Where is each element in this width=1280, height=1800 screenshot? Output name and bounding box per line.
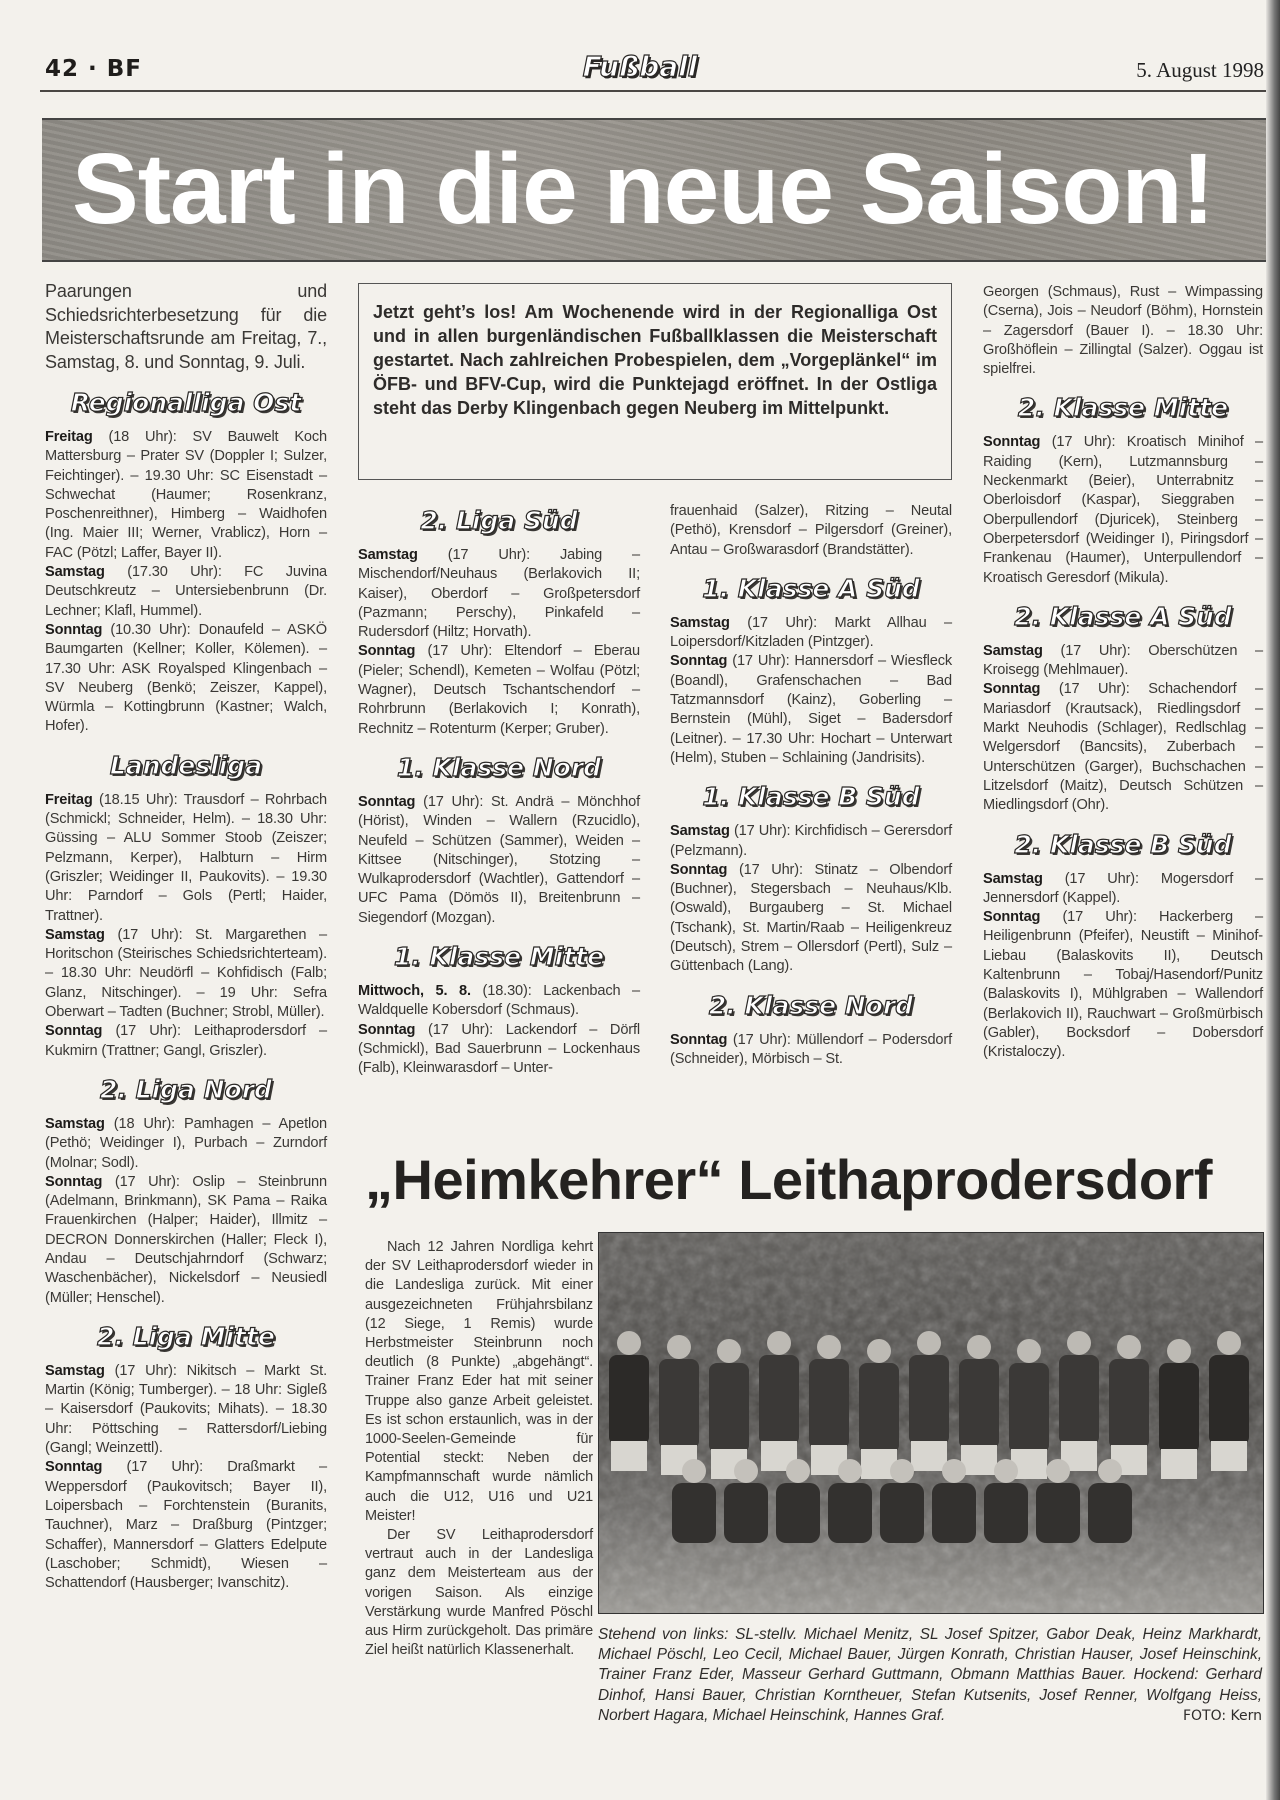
player-head xyxy=(734,1459,758,1483)
fixture-paragraph xyxy=(45,1022,327,1061)
fixture-day: Sonntag xyxy=(983,909,1041,926)
player-shorts xyxy=(611,1441,647,1471)
player-head xyxy=(890,1459,914,1483)
league-heading: Regionalliga Ost xyxy=(70,388,302,417)
fixture-day: Sonntag xyxy=(670,653,728,670)
team-photo xyxy=(598,1232,1264,1614)
standing-player xyxy=(1109,1359,1149,1449)
standing-player xyxy=(859,1363,899,1453)
fixture-day: Samstag xyxy=(45,564,105,581)
player-head xyxy=(667,1335,691,1359)
player-head xyxy=(967,1335,991,1359)
fixture-day: Samstag xyxy=(670,614,730,631)
fixture-day: Samstag xyxy=(983,870,1043,887)
issue-date: 5. August 1998 xyxy=(1136,58,1264,82)
league-heading: 2. Liga Nord xyxy=(100,1074,272,1104)
fixture-text: (18.15 Uhr): Trausdorf – Rohrbach (Schmickl; Schneider, Helm). – 18.30 Uhr: Güssing – ALU Sommer Stoob (Zeiszer; Pelzmann, Kerper), Halbturn – Hirm (Griszler; Weidinger II, Paukovits). – 19.30 Uhr: Parndorf – Gols (Pertl; Haider, Trattner). xyxy=(45,791,327,924)
page-binding-shadow xyxy=(1266,0,1280,1800)
player-head xyxy=(786,1459,810,1483)
kneeling-player xyxy=(984,1483,1028,1543)
fixture-paragraph xyxy=(45,1173,327,1308)
story-paragraph: Der SV Leithaprodersdorf vertraut auch in der Landesliga ganz dem Meisterteam aus der vorigen Saison. Als einzige Verstärkung wurde Manfred Pöschl aus Hirm zurückgeholt. Das primäre Ziel heißt natürlich Klassenerhalt. xyxy=(365,1527,593,1659)
fixture-day: Freitag xyxy=(45,791,93,808)
kneeling-player xyxy=(828,1483,872,1543)
player-head xyxy=(867,1339,891,1363)
fixture-day: Sonntag xyxy=(358,1021,416,1038)
fixture-paragraph xyxy=(983,433,1263,587)
fixture-paragraph xyxy=(983,283,1263,379)
lead-box: Jetzt geht’s los! Am Wochenende wird in der Regionalliga Ost und in allen burgenländischen Fußballklassen die Meisterschaft gestartet. Nach zahlreichen Probespielen, dem „Vorgeplänkel“ im ÖFB- und BFV-Cup, wird die Punktejagd eröffnet. In der Ostliga steht das Derby Klingenbach gegen Neuberg im Mittelpunkt. xyxy=(358,283,952,480)
fixture-text: frauenhaid (Salzer), Ritzing – Neutal (Pethö), Krensdorf – Pilgersdorf (Greiner), Antau – Großwarasdorf (Brandstätter). xyxy=(670,503,952,558)
fixture-day: Freitag xyxy=(45,429,93,445)
league-heading: 1. Klasse A Süd xyxy=(702,573,920,603)
fixture-paragraph xyxy=(670,1031,952,1070)
fixture-day: Sonntag xyxy=(358,643,416,660)
player-head xyxy=(617,1331,641,1355)
fixture-day: Samstag xyxy=(45,1362,105,1379)
player-head xyxy=(1217,1331,1241,1355)
fixtures-column-3 xyxy=(670,502,952,1069)
fixture-text: (17 Uhr): Kroatisch Minihof – Raiding (Kern), Lutzmannsburg – Neckenmarkt (Beier), Unterrabnitz – Oberloisdorf (Kaspar), Sieggraben – Oberpullendorf (Djuricek), Steinberg – Oberpetersdorf (Weidinger I), Piringsdorf – Frankenau (Haumer), Unterpullendorf – Kroatisch Geresdorf (Mikula). xyxy=(983,434,1263,586)
story-paragraph: Nach 12 Jahren Nordliga kehrt der SV Leithaprodersdorf wieder in die Landesliga zurück. Mit einer ausgezeichneten Frühjahrsbilanz (12 Siege, 1 Remis) wurde Herbstmeister Steinbrunn noch deutlich (8 Punkte) „abgehängt“. Trainer Franz Eder hat mit seiner Truppe also ganze Arbeit geleistet. Es ist schon erstaunlich, was in der 1000-Seelen-Gemeinde für Potential steckt: Neben der Kampfmannschaft wurde nämlich auch die U12, U16 und U21 Meister! xyxy=(365,1239,593,1524)
player-head xyxy=(1046,1459,1070,1483)
league-heading: 1. Klasse B Süd xyxy=(702,782,920,812)
fixture-paragraph xyxy=(670,822,952,861)
standing-player xyxy=(609,1355,649,1445)
league-heading: Landesliga xyxy=(109,750,263,780)
section-rubric: Fußball xyxy=(582,50,698,83)
fixture-text: (17 Uhr): Leithaprodersdorf – Kukmirn (Trattner; Gangl, Griszler). xyxy=(45,1023,327,1059)
standing-player xyxy=(759,1355,799,1445)
player-head xyxy=(817,1335,841,1359)
kneeling-player xyxy=(932,1483,976,1543)
fixture-day: Samstag xyxy=(45,926,105,943)
fixture-day: Sonntag xyxy=(983,434,1041,451)
fixtures-column-1 xyxy=(45,280,327,1593)
fixture-paragraph xyxy=(983,642,1263,681)
player-shorts xyxy=(1161,1449,1197,1479)
league-heading: 2. Klasse Nord xyxy=(708,990,914,1020)
standing-player xyxy=(1059,1355,1099,1445)
kneeling-player xyxy=(1036,1483,1080,1543)
player-head xyxy=(717,1339,741,1363)
standing-player xyxy=(709,1363,749,1453)
standing-player xyxy=(959,1359,999,1449)
fixture-text: (17 Uhr): Oslip – Steinbrunn (Adelmann, Brinkmann), SK Pama – Raika Frauenkirchen (Halper; Haider), Illmitz – DECRON Donnerskirchen (Haller; Fleck I), Andau – Deutschjahrndorf (Schwarz; Waschenbächer), Nickelsdorf – Neusiedl (Müller; Henschel). xyxy=(45,1173,327,1306)
player-head xyxy=(917,1331,941,1355)
league-heading: 2. Klasse Mitte xyxy=(1017,393,1229,423)
fixture-text: Georgen (Schmaus), Rust – Wimpassing (Cserna), Jois – Neudorf (Böhm), Hornstein – Zagersdorf (Bauer I). – 18.30 Uhr: Großhöflein – Zillingtal (Salzer). Oggau ist spielfrei. xyxy=(983,284,1263,378)
fixture-text: (17 Uhr): Mogersdorf – Jennersdorf (Kappel). xyxy=(983,870,1263,906)
page-number: 42 · BF xyxy=(45,56,143,82)
fixture-text: (17 Uhr): St. Margarethen – Horitschon (Steirisches Schiedsrichterteam). – 18.30 Uhr: Neudörfl – Kohfidisch (Falb; Glanz, Nitschinger). – 19 Uhr: Sefra Oberwart – Tadten (Buchner; Strobl, Müller). xyxy=(45,926,327,1021)
player-head xyxy=(1067,1331,1091,1355)
fixture-paragraph xyxy=(45,1362,327,1458)
headline-banner xyxy=(42,118,1280,262)
fixture-paragraph xyxy=(670,502,952,560)
fixture-paragraph xyxy=(45,1115,327,1173)
player-head xyxy=(1017,1339,1041,1363)
player-head xyxy=(682,1459,706,1483)
photo-credit: FOTO: Kern xyxy=(1182,1707,1262,1724)
fixture-paragraph xyxy=(45,621,327,737)
fixture-text: (18.30): Lackenbach – Waldquelle Kobersdorf (Schmaus). xyxy=(358,983,641,1019)
league-heading: 2. Klasse B Süd xyxy=(1014,829,1232,859)
player-head xyxy=(767,1331,791,1355)
fixture-day: Samstag xyxy=(358,547,418,563)
fixture-text: (18 Uhr): Pamhagen – Apetlon (Pethö; Weidinger I), Purbach – Zurndorf (Molnar; Sodl). xyxy=(45,1115,327,1171)
team-photo-image xyxy=(599,1233,1263,1613)
player-head xyxy=(1117,1335,1141,1359)
fixture-paragraph xyxy=(358,982,640,1021)
kneeling-player xyxy=(880,1483,924,1543)
fixture-text: (17 Uhr): Oberschützen – Kroisegg (Mehlmauer). xyxy=(983,642,1263,679)
fixture-day: Sonntag xyxy=(45,1459,103,1476)
fixture-text: (17 Uhr): Eltendorf – Eberau (Pieler; Schendl), Kemeten – Wolfau (Pötzl; Wagner), Deutsch Tschantschendorf – Rohrbrunn (Berlakovich I; Konrath), Rechnitz – Rotenturm (Kerper; Gruber). xyxy=(358,643,640,737)
fixture-paragraph xyxy=(358,642,640,738)
story-headline: „Heimkehrer“ Leithaprodersdorf xyxy=(365,1148,1212,1211)
standing-player xyxy=(809,1359,849,1449)
fixture-text: (17 Uhr): Jabing – Mischendorf/Neuhaus (Berlakovich II; Kaiser), Oberdorf – Großpetersdorf (Pazmann; Perschy), Pinkafeld – Rudersdorf (Hiltz; Horvath). xyxy=(358,547,640,641)
fixture-paragraph xyxy=(358,1021,640,1079)
fixture-day: Samstag xyxy=(670,823,730,840)
player-shorts xyxy=(961,1445,997,1475)
fixtures-column-2 xyxy=(358,506,640,1079)
photo-caption-text: Stehend von links: SL-stellv. Michael Menitz, SL Josef Spitzer, Gabor Deak, Heinz Markhardt, Michael Pöschl, Leo Cecil, Michael Bauer, Jürgen Konrath, Christian Hauser, Josef Heinschink, Trainer Franz Eder, Masseur Gerhard Guttmann, Obmann Matthias Bauer. Hockend: Gerhard Dinhof, Hansi Bauer, Christian Korntheuer, Stefan Kutsenits, Josef Renner, Wolfgang Heiss, Norbert Hagara, Michael Heinschink, Hannes Graf. xyxy=(598,1626,1262,1724)
photo-caption xyxy=(598,1625,1262,1726)
fixture-text: (17 Uhr): Stinatz – Olbendorf (Buchner), Stegersbach – Neuhaus/Klb. (Oswald), Burgauberg – St. Michael (Tschank), St. Martin/Raab – Heiligenkreuz (Deutsch), Strem – Ollersdorf (Pertl), Sulz – Güttenbach (Lang). xyxy=(670,861,952,975)
fixture-text: (18 Uhr): SV Bauwelt Koch Mattersburg – Prater SV (Doppler I; Sulzer, Feichtinger). – 19.30 Uhr: SC Eisenstadt – Schwechat (Haumer; Rosenkranz, Poschenreithner), Himberg – Waidhofen (Ing. Maier III; Werner, Vrablicz), Horn – FAC (Pötzl; Laffer, Bayer II). xyxy=(45,429,327,561)
fixture-day: Mittwoch, 5. 8. xyxy=(358,983,471,1000)
fixture-text: (17 Uhr): Draßmarkt – Weppersdorf (Paukovitsch; Bayer II), Loipersbach – Forchtenstein (Buranits, Tauchner), Marz – Draßburg (Pintzger; Schaffer), Mannersdorf – Glatters Edelpute (Laschober; Schmidt), Wiesen – Schattendorf (Hausberger; Ivanschitz). xyxy=(45,1459,327,1592)
kneeling-player xyxy=(776,1483,820,1543)
fixtures-column-4 xyxy=(983,283,1263,1063)
fixture-paragraph xyxy=(45,926,327,1022)
fixture-paragraph xyxy=(45,563,327,621)
fixture-paragraph xyxy=(45,791,327,926)
standing-player xyxy=(1159,1363,1199,1453)
fixture-paragraph xyxy=(670,861,952,977)
fixture-day: Sonntag xyxy=(45,1023,103,1040)
fixture-text: (17 Uhr): Hackerberg – Heiligenbrunn (Pfeifer), Neustift – Minihof-Liebau (Balaskovits II), Deutsch Kaltenbrunn – Tobaj/Hasendorf/Punitz (Balaskovits I), Mühlgraben – Wallendorf (Berlakovich II), Rauchwart – Großmürbisch (Gabler), Bocksdorf – Dobersdorf (Kristaloczy). xyxy=(983,909,1263,1061)
header-rule xyxy=(40,90,1280,92)
league-heading: 2. Klasse A Süd xyxy=(1014,601,1232,631)
player-head xyxy=(838,1459,862,1483)
fixture-day: Sonntag xyxy=(670,861,728,878)
player-head xyxy=(1098,1459,1122,1483)
standing-player xyxy=(659,1359,699,1449)
fixture-text: (10.30 Uhr): Donaufeld – ASKÖ Baumgarten (Kellner; Koller, Kölemen). – 17.30 Uhr: ASK Royalsped Klingenbach – SV Neuberg (Benkö; Zeiszer, Kappel), Würmla – Kottingbrunn (Kastner; Walch, Hofer). xyxy=(45,621,327,735)
fixture-paragraph xyxy=(45,428,327,563)
player-head xyxy=(1167,1339,1191,1363)
fixture-day: Sonntag xyxy=(358,793,416,810)
banner-title: Start in die neue Saison! xyxy=(72,133,1214,245)
fixture-text: (17 Uhr): Lackendorf – Dörfl (Schmickl), Bad Sauerbrunn – Lockenhaus (Falb), Kleinwarasdorf – Unter- xyxy=(358,1021,640,1077)
fixture-text: (17 Uhr): St. Andrä – Mönchhof (Hörist), Winden – Wallern (Rzucidlo), Neufeld – Schützen (Sammer), Weiden – Kittsee (Nitschinger), Stotzing – Wulkaprodersdorf (Wachtler), Gattendorf – UFC Pama (Dömös II), Breitenbrunn – Siegendorf (Mozgan). xyxy=(358,793,640,926)
fixture-day: Sonntag xyxy=(983,681,1041,698)
fixture-text: (17 Uhr): Markt Allhau – Loipersdorf/Kitzladen (Pintzger). xyxy=(670,614,952,651)
player-head xyxy=(994,1459,1018,1483)
fixture-text: (17 Uhr): Müllendorf – Podersdorf (Schneider), Mörbisch – St. xyxy=(670,1031,952,1067)
fixture-day: Sonntag xyxy=(45,621,103,638)
standing-player xyxy=(909,1355,949,1445)
fixture-day: Sonntag xyxy=(45,1173,103,1190)
fixture-paragraph xyxy=(983,908,1263,1062)
kneeling-player xyxy=(1088,1483,1132,1543)
fixture-paragraph xyxy=(358,546,640,642)
standing-player xyxy=(1209,1355,1249,1445)
story-body xyxy=(365,1238,593,1660)
fixture-text: (17 Uhr): Schachendorf – Mariasdorf (Krautsack), Riedlingsdorf – Markt Neuhodis (Schlager), Redlschlag – Welgersdorf (Bancsits), Zuberbach – Unterschützen (Garger), Buchschachen – Litzelsdorf (Maitz), Deutsch Schützen – Miedlingsdorf (Ohr). xyxy=(983,681,1263,814)
fixture-text: (17 Uhr): Hannersdorf – Wiesfleck (Boandl), Grafenschachen – Bad Tatzmannsdorf (Kainz), Goberling – Bernstein (Mühl), Siget – Badersdorf (Leitner). – 17.30 Uhr: Hochart – Unterwart (Helm), Stuben – Schlaining (Jandrisits). xyxy=(670,653,952,766)
fixture-text: (17 Uhr): Nikitsch – Markt St. Martin (König; Tumberger). – 18 Uhr: Sigleß – Kaisersdorf (Paukovits; Mihats). – 18.30 Uhr: Pöttsching – Rattersdorf/Liebing (Gangl; Weinzettl). xyxy=(45,1362,327,1457)
fixture-paragraph xyxy=(670,652,952,768)
kneeling-player xyxy=(672,1483,716,1543)
player-head xyxy=(942,1459,966,1483)
fixture-paragraph xyxy=(358,793,640,928)
fixture-day: Samstag xyxy=(983,642,1043,659)
fixture-text: (17 Uhr): Kirchfidisch – Gerersdorf (Pelzmann). xyxy=(670,823,952,859)
kneeling-player xyxy=(724,1483,768,1543)
fixture-day: Samstag xyxy=(45,1115,105,1132)
fixture-paragraph xyxy=(45,1458,327,1593)
standing-player xyxy=(1009,1363,1049,1453)
fixture-text: (17.30 Uhr): FC Juvina Deutschkreutz – Untersiebenbrunn (Dr. Lechner; Klafl, Hummel). xyxy=(45,564,327,619)
fixture-paragraph xyxy=(983,680,1263,815)
fixture-paragraph xyxy=(670,614,952,653)
player-shorts xyxy=(1211,1441,1247,1471)
player-shorts xyxy=(911,1441,947,1471)
league-heading: 1. Klasse Nord xyxy=(396,752,602,782)
fixture-paragraph xyxy=(983,870,1263,909)
intro-text: Paarungen und Schiedsrichterbesetzung für die Meisterschaftsrunde am Freitag, 7., Samstag, 8. und Sonntag, 9. Juli. xyxy=(45,281,327,372)
league-heading: 2. Liga Mitte xyxy=(97,1321,275,1351)
league-heading: 1. Klasse Mitte xyxy=(393,942,605,972)
league-heading: 2. Liga Süd xyxy=(420,506,578,535)
fixture-day: Sonntag xyxy=(670,1031,728,1048)
